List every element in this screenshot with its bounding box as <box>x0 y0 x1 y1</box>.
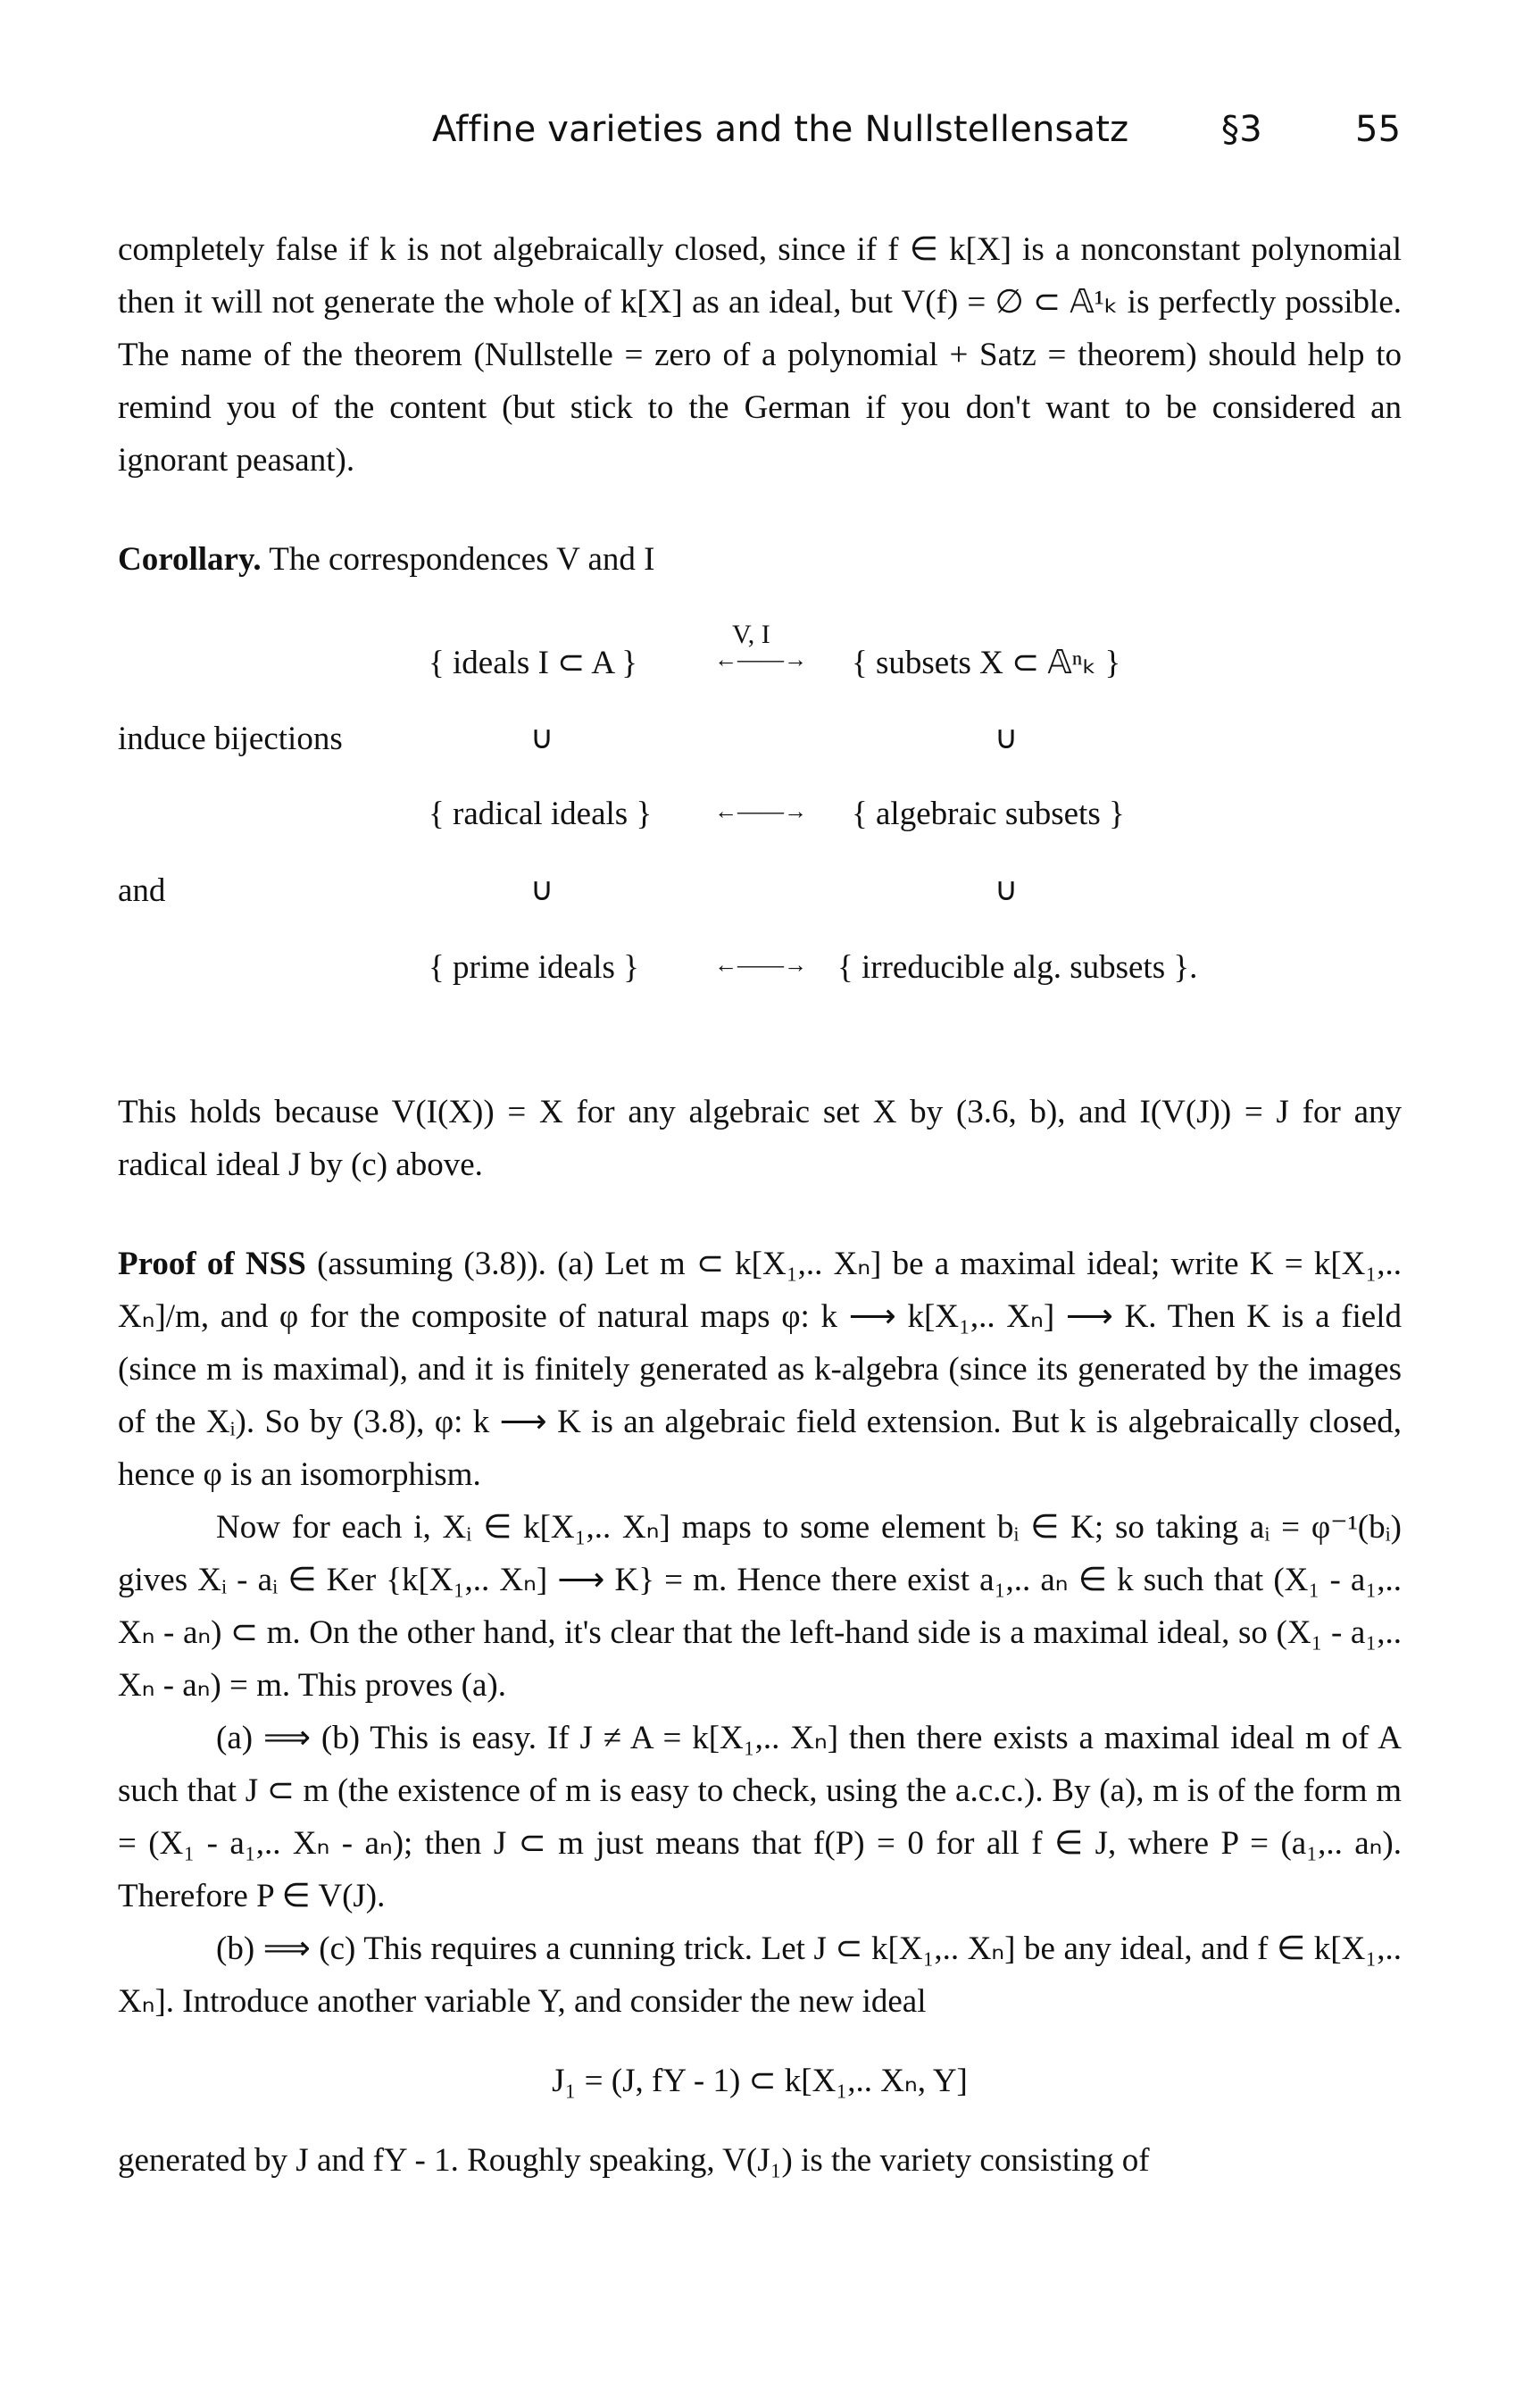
diagram-row1-arrow-label: V, I <box>732 620 770 649</box>
diagram-row1-arrow: ←——→ <box>714 646 807 672</box>
diagram-row3-left: { prime ideals } <box>429 949 639 986</box>
diagram-row2-left: { radical ideals } <box>429 796 653 832</box>
running-header-title: Affine varieties and the Nullstellensatz <box>432 109 1129 150</box>
page-body <box>118 223 1402 2187</box>
proof-label: Proof of NSS <box>118 1246 306 1282</box>
equation-j1: J₁ = (J, fY - 1) ⊂ k[X₁,.. Xₙ, Y] <box>552 2063 968 2099</box>
paragraph-corollary-reason: This holds because V(I(X)) = X for any algebraic set X by (3.6, b), and I(V(J)) = J for any radical ideal J by (c) above. <box>118 1094 1402 1183</box>
diagram-label-induce-bijections: induce bijections <box>118 721 343 757</box>
paragraph-b-implies-c: (b) ⟹ (c) This requires a cunning trick. Let J ⊂ k[X₁,.. Xₙ] be any ideal, and f ∈ k[X₁,.. Xₙ]. Introduce another variable Y, and consider the new ideal <box>118 1930 1402 2020</box>
corollary-statement <box>118 533 1402 586</box>
diagram-row3-right: { irreducible alg. subsets }. <box>837 949 1198 986</box>
diagram-row1-left: { ideals I ⊂ A } <box>429 645 638 681</box>
diagram-row2-arrow: ←——→ <box>714 798 807 824</box>
subset-symbol-right-2: ∪ <box>995 871 1019 908</box>
corollary-label: Corollary. <box>118 541 262 578</box>
subset-symbol-right-1: ∪ <box>995 720 1019 756</box>
diagram-row3-arrow: ←——→ <box>714 952 807 978</box>
paragraph-a-implies-b: (a) ⟹ (b) This is easy. If J ≠ A = k[X₁,.. Xₙ] then there exists a maximal ideal m of A such that J ⊂ m (the existence of m is easy to check, using the a.c.c.). By (a), m is of the form m = (X₁ - a₁,.. Xₙ - aₙ); then J ⊂ m just means that f(P) = 0 for all f ∈ J, where P = (a₁,.. aₙ). Therefore P ∈ V(J). <box>118 1720 1402 1914</box>
subset-symbol-left-1: ∪ <box>530 720 554 756</box>
page-number: 55 <box>1355 109 1402 150</box>
proof-text: (assuming (3.8)). (a) Let m ⊂ k[X₁,.. Xₙ] be a maximal ideal; write K = k[X₁,.. Xₙ]/m, and φ for the composite of natural maps φ: k ⟶ k[X₁,.. Xₙ] ⟶ K. Then K is a field (since m is maximal), and it is finitely generated as k-algebra (since its generated by the images of the Xᵢ). So by (3.8), φ: k ⟶ K is an algebraic field extension. But k is algebraically closed, hence φ is an isomorphism. <box>118 1246 1403 1493</box>
paragraph-proof-continued: Now for each i, Xᵢ ∈ k[X₁,.. Xₙ] maps to some element bᵢ ∈ K; so taking aᵢ = φ⁻¹(bᵢ) gives Xᵢ - aᵢ ∈ Ker {k[X₁,.. Xₙ] ⟶ K} = m. Hence there exist a₁,.. aₙ ∈ k such that (X₁ - a₁,.. Xₙ - aₙ) ⊂ m. On the other hand, it's clear that the left-hand side is a maximal ideal, so (X₁ - a₁,.. Xₙ - aₙ) = m. This proves (a). <box>118 1509 1402 1704</box>
correspondence-diagram <box>118 621 1402 1086</box>
diagram-row1-right: { subsets X ⊂ 𝔸ⁿₖ } <box>852 645 1121 681</box>
paragraph-nullstellensatz-remark: completely false if k is not algebraically closed, since if f ∈ k[X] is a nonconstant polynomial then it will not generate the whole of k[X] as an ideal, but V(f) = ∅ ⊂ 𝔸¹ₖ is perfectly possible. The name of the theorem (Nullstelle = zero of a polynomial + Satz = theorem) should help to remind you of the content (but stick to the German if you don't want to be considered an ignorant peasant). <box>118 231 1402 479</box>
corollary-text: The correspondences V and I <box>269 541 655 578</box>
running-header-section: §3 <box>1221 109 1262 150</box>
subset-symbol-left-2: ∪ <box>530 871 554 908</box>
diagram-row2-right: { algebraic subsets } <box>852 796 1125 832</box>
paragraph-final-line: generated by J and fY - 1. Roughly speaking, V(J₁) is the variety consisting of <box>118 2142 1150 2179</box>
diagram-label-and: and <box>118 872 166 909</box>
proof-paragraph-a <box>118 1238 1402 1501</box>
